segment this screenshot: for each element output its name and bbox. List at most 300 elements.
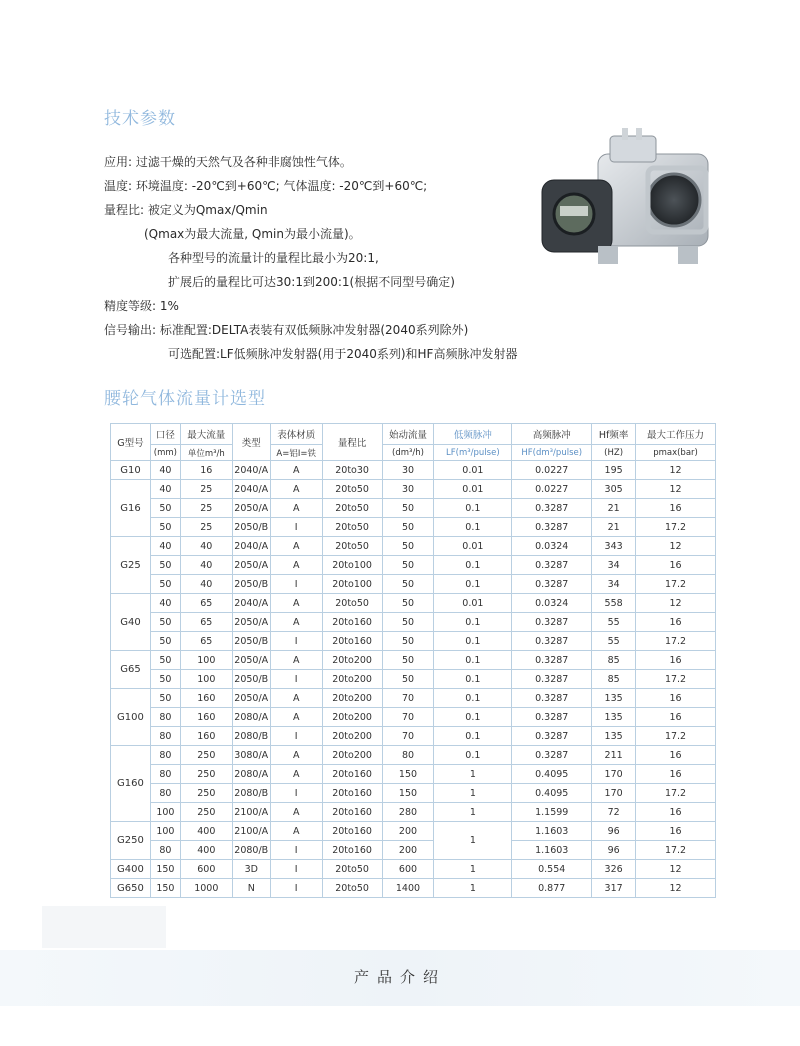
table-cell: 2050/B [232, 632, 270, 651]
table-cell: 0.1 [434, 708, 512, 727]
table-cell: 20to50 [322, 537, 382, 556]
table-cell: 80 [150, 765, 180, 784]
table-cell: 1000 [180, 879, 232, 898]
table-cell: 50 [382, 670, 434, 689]
tech-params-list [104, 150, 544, 366]
gas-meter-photo [538, 128, 720, 274]
table-cell: 40 [150, 537, 180, 556]
table-cell: 85 [592, 651, 636, 670]
table-cell: 80 [150, 841, 180, 860]
table-cell: 20to160 [322, 613, 382, 632]
table-cell: 12 [636, 480, 716, 499]
table-cell: 20to50 [322, 499, 382, 518]
table-cell: 50 [382, 613, 434, 632]
table-cell: 34 [592, 556, 636, 575]
table-cell: 0.01 [434, 461, 512, 480]
table-subheader-row [111, 445, 716, 461]
table-cell: 2080/A [232, 765, 270, 784]
table-cell: 0.1 [434, 632, 512, 651]
table-cell: 0.3287 [512, 727, 592, 746]
table-cell: 16 [636, 746, 716, 765]
spec-line: 应用: 过滤干燥的天然气及各种非腐蚀性气体。 [104, 155, 352, 169]
table-cell: 1 [434, 860, 512, 879]
table-cell: A [270, 689, 322, 708]
table-cell: 80 [150, 746, 180, 765]
table-cell: 160 [180, 689, 232, 708]
model-cell: G40 [111, 594, 151, 651]
table-cell: 20to160 [322, 784, 382, 803]
table-cell: A [270, 594, 322, 613]
table-cell: 12 [636, 461, 716, 480]
table-cell: 20to160 [322, 803, 382, 822]
table-cell: I [270, 518, 322, 537]
table-cell: 0.1 [434, 746, 512, 765]
table-cell: 50 [382, 594, 434, 613]
table-cell: 20to50 [322, 594, 382, 613]
table-cell: 1400 [382, 879, 434, 898]
table-cell: 250 [180, 746, 232, 765]
table-cell: 20to160 [322, 841, 382, 860]
table-cell: 3080/A [232, 746, 270, 765]
table-cell: 135 [592, 689, 636, 708]
table-cell: 16 [636, 803, 716, 822]
table-cell: A [270, 537, 322, 556]
table-cell: 40 [180, 556, 232, 575]
table-cell: 17.2 [636, 575, 716, 594]
table-cell: 250 [180, 784, 232, 803]
table-cell: I [270, 670, 322, 689]
model-cell: G650 [111, 879, 151, 898]
table-cell: 211 [592, 746, 636, 765]
table-cell: 2100/A [232, 803, 270, 822]
table-cell: 0.3287 [512, 632, 592, 651]
table-cell: 16 [636, 556, 716, 575]
table-cell: 0.1 [434, 651, 512, 670]
table-cell: 150 [382, 765, 434, 784]
table-cell: 0.3287 [512, 575, 592, 594]
table-cell: 50 [382, 556, 434, 575]
table-row [111, 670, 716, 689]
table-cell: 150 [150, 879, 180, 898]
table-row [111, 537, 716, 556]
table-cell: 400 [180, 822, 232, 841]
table-cell: 80 [382, 746, 434, 765]
header-cell: 低频脉冲 [434, 424, 512, 445]
table-cell: 65 [180, 594, 232, 613]
table-cell: 2050/B [232, 575, 270, 594]
spec-line: 温度: 环境温度: -20℃到+60℃; 气体温度: -20℃到+60℃; [104, 179, 428, 193]
model-cell: G250 [111, 822, 151, 860]
table-cell: 200 [382, 822, 434, 841]
table-cell: 0.1 [434, 689, 512, 708]
table-cell: 16 [180, 461, 232, 480]
table-cell: I [270, 575, 322, 594]
table-cell: 0.1 [434, 556, 512, 575]
table-cell: 65 [180, 613, 232, 632]
table-cell: A [270, 803, 322, 822]
table-cell: 20to160 [322, 765, 382, 784]
table-cell: 85 [592, 670, 636, 689]
table-cell: 20to50 [322, 480, 382, 499]
table-cell: I [270, 841, 322, 860]
table-cell: 170 [592, 784, 636, 803]
header-cell: 量程比 [322, 424, 382, 461]
table-cell: 20to160 [322, 632, 382, 651]
table-cell: A [270, 461, 322, 480]
table-cell: 0.1 [434, 727, 512, 746]
table-cell: 16 [636, 689, 716, 708]
header-cell: 始动流量 [382, 424, 434, 445]
table-cell: 0.3287 [512, 746, 592, 765]
table-cell: 0.3287 [512, 670, 592, 689]
table-row [111, 879, 716, 898]
table-row [111, 575, 716, 594]
table-cell: 2050/A [232, 651, 270, 670]
table-cell: 2100/A [232, 822, 270, 841]
table-row [111, 803, 716, 822]
table-cell: 250 [180, 803, 232, 822]
table-cell: 30 [382, 480, 434, 499]
table-cell: A [270, 746, 322, 765]
spec-line: 各种型号的流量计的量程比最小为20:1, [168, 251, 379, 265]
table-cell: 25 [180, 480, 232, 499]
table-row [111, 822, 716, 841]
table-cell: 50 [150, 499, 180, 518]
table-cell: 0.0324 [512, 594, 592, 613]
table-cell: 0.3287 [512, 518, 592, 537]
subheader-cell: (HZ) [592, 445, 636, 461]
subheader-cell: HF(dm³/pulse) [512, 445, 592, 461]
table-cell: 600 [180, 860, 232, 879]
table-cell: 50 [150, 518, 180, 537]
table-cell: 400 [180, 841, 232, 860]
table-cell: 72 [592, 803, 636, 822]
table-cell: 16 [636, 651, 716, 670]
table-cell: 50 [382, 537, 434, 556]
subheader-cell: A=铝I=铁 [270, 445, 322, 461]
table-cell: A [270, 822, 322, 841]
table-cell: 80 [150, 708, 180, 727]
table-cell: 0.0227 [512, 480, 592, 499]
table-body [111, 461, 716, 898]
table-cell: 0.3287 [512, 556, 592, 575]
table-cell: 20to200 [322, 670, 382, 689]
model-cell: G25 [111, 537, 151, 594]
table-cell: 600 [382, 860, 434, 879]
table-cell: 50 [150, 613, 180, 632]
spec-line: 扩展后的量程比可达30:1到200:1(根据不同型号确定) [168, 275, 455, 289]
table-cell: N [232, 879, 270, 898]
table-cell: 100 [150, 803, 180, 822]
table-cell: 0.0324 [512, 537, 592, 556]
selection-title: 腰轮气体流量计选型 [104, 389, 266, 409]
table-cell: 0.3287 [512, 613, 592, 632]
table-cell: 160 [180, 708, 232, 727]
spec-line: 可选配置:LF低频脉冲发射器(用于2040系列)和HF高频脉冲发射器 [168, 347, 518, 361]
table-header-row [111, 424, 716, 445]
table-cell: 50 [382, 518, 434, 537]
table-cell: 96 [592, 822, 636, 841]
table-cell: 100 [150, 822, 180, 841]
table-cell: 2080/B [232, 841, 270, 860]
table-cell: 0.3287 [512, 689, 592, 708]
table-cell: 30 [382, 461, 434, 480]
table-cell: 2040/A [232, 480, 270, 499]
table-cell: 1 [434, 879, 512, 898]
table-cell: 20to50 [322, 518, 382, 537]
table-cell: 96 [592, 841, 636, 860]
table-cell: 343 [592, 537, 636, 556]
table-cell: 100 [180, 670, 232, 689]
table-row [111, 784, 716, 803]
table-cell: 20to200 [322, 708, 382, 727]
subheader-cell: (dm³/h) [382, 445, 434, 461]
table-row [111, 480, 716, 499]
table-row [111, 461, 716, 480]
table-cell: 70 [382, 689, 434, 708]
table-row [111, 632, 716, 651]
table-cell: 135 [592, 708, 636, 727]
table-cell: 17.2 [636, 518, 716, 537]
table-cell: 17.2 [636, 841, 716, 860]
table-cell: 50 [382, 499, 434, 518]
table-cell: 16 [636, 613, 716, 632]
table-cell: 25 [180, 518, 232, 537]
table-cell: 0.1 [434, 670, 512, 689]
table-row [111, 499, 716, 518]
table-cell: 20to200 [322, 727, 382, 746]
table-cell: 280 [382, 803, 434, 822]
table-cell: I [270, 784, 322, 803]
table-row [111, 689, 716, 708]
table-row [111, 727, 716, 746]
table-cell: 2050/A [232, 613, 270, 632]
table-cell: 50 [150, 689, 180, 708]
table-cell: A [270, 499, 322, 518]
header-cell: 口径 [150, 424, 180, 445]
table-cell: 50 [150, 632, 180, 651]
table-row [111, 613, 716, 632]
header-cell: G型号 [111, 424, 151, 461]
table-cell: 12 [636, 860, 716, 879]
header-cell: 表体材质 [270, 424, 322, 445]
model-cell: G160 [111, 746, 151, 822]
table-cell: 50 [150, 651, 180, 670]
table-cell: 50 [382, 575, 434, 594]
table-cell: 2050/A [232, 689, 270, 708]
table-row [111, 651, 716, 670]
table-cell: I [270, 879, 322, 898]
table-cell: 0.1 [434, 575, 512, 594]
table-cell: I [270, 860, 322, 879]
table-cell: 1 [434, 765, 512, 784]
table-cell: 65 [180, 632, 232, 651]
table-cell: 0.3287 [512, 499, 592, 518]
table-row [111, 708, 716, 727]
table-cell: 170 [592, 765, 636, 784]
header-cell: 高频脉冲 [512, 424, 592, 445]
table-cell: 70 [382, 727, 434, 746]
table-cell: 80 [150, 784, 180, 803]
table-cell: 2080/B [232, 784, 270, 803]
table-cell: 0.3287 [512, 651, 592, 670]
table-cell: 20to50 [322, 879, 382, 898]
table-cell: 16 [636, 708, 716, 727]
subheader-cell: 单位m³/h [180, 445, 232, 461]
table-cell: 20to50 [322, 860, 382, 879]
subheader-cell: (mm) [150, 445, 180, 461]
table-cell: 1.1603 [512, 841, 592, 860]
table-cell: 2080/A [232, 708, 270, 727]
table-cell: 2050/B [232, 670, 270, 689]
model-cell: G16 [111, 480, 151, 537]
table-cell: 25 [180, 499, 232, 518]
spec-line: 量程比: 被定义为Qmax/Qmin [104, 203, 268, 217]
table-cell: 2040/A [232, 537, 270, 556]
subheader-cell: pmax(bar) [636, 445, 716, 461]
model-cell: G10 [111, 461, 151, 480]
table-cell: 2050/A [232, 499, 270, 518]
table-cell: 150 [150, 860, 180, 879]
table-row [111, 594, 716, 613]
table-cell: 0.01 [434, 537, 512, 556]
table-cell: 17.2 [636, 670, 716, 689]
table-cell: 150 [382, 784, 434, 803]
table-cell: 12 [636, 594, 716, 613]
table-cell: 70 [382, 708, 434, 727]
table-cell: 12 [636, 879, 716, 898]
table-cell: 1.1603 [512, 822, 592, 841]
table-cell: A [270, 556, 322, 575]
table-cell: 2040/A [232, 461, 270, 480]
table-cell: 16 [636, 765, 716, 784]
table-cell: 50 [150, 575, 180, 594]
table-cell: 16 [636, 822, 716, 841]
table-cell: 20to200 [322, 689, 382, 708]
table-cell: 2050/B [232, 518, 270, 537]
table-cell: 0.4095 [512, 765, 592, 784]
table-cell: 55 [592, 613, 636, 632]
table-cell: 50 [150, 556, 180, 575]
table-cell: 16 [636, 499, 716, 518]
table-cell: 200 [382, 841, 434, 860]
table-cell: 20to200 [322, 746, 382, 765]
table-cell: 1.1599 [512, 803, 592, 822]
table-cell: 20to100 [322, 575, 382, 594]
table-cell: 40 [180, 537, 232, 556]
table-cell: 305 [592, 480, 636, 499]
table-cell: 0.1 [434, 499, 512, 518]
table-cell: 21 [592, 518, 636, 537]
table-row [111, 765, 716, 784]
table-cell: 20to160 [322, 822, 382, 841]
table-cell: 34 [592, 575, 636, 594]
table-cell: A [270, 708, 322, 727]
table-cell: 135 [592, 727, 636, 746]
table-cell: 0.01 [434, 594, 512, 613]
table-cell: I [270, 727, 322, 746]
table-cell: 50 [150, 670, 180, 689]
table-cell: 0.0227 [512, 461, 592, 480]
table-cell: 0.1 [434, 518, 512, 537]
header-cell: Hf频率 [592, 424, 636, 445]
table-cell: 2050/A [232, 556, 270, 575]
table-cell: 50 [382, 632, 434, 651]
spec-line: 精度等级: 1% [104, 299, 179, 313]
table-row [111, 860, 716, 879]
table-cell: A [270, 613, 322, 632]
model-cell: G65 [111, 651, 151, 689]
table-cell: A [270, 480, 322, 499]
table-cell: 1 [434, 822, 512, 860]
table-cell: 160 [180, 727, 232, 746]
table-row [111, 746, 716, 765]
header-cell: 最大工作压力 [636, 424, 716, 445]
table-cell: 0.1 [434, 613, 512, 632]
table-cell: 1 [434, 784, 512, 803]
table-cell: 0.01 [434, 480, 512, 499]
table-cell: 17.2 [636, 784, 716, 803]
footer-label: 产品介绍 [353, 968, 446, 986]
selection-table [110, 423, 716, 898]
spec-line: (Qmax为最大流量, Qmin为最小流量)。 [144, 227, 361, 241]
table-cell: 12 [636, 537, 716, 556]
table-cell: I [270, 632, 322, 651]
subheader-cell: LF(m³/pulse) [434, 445, 512, 461]
table-cell: 2040/A [232, 594, 270, 613]
table-cell: 317 [592, 879, 636, 898]
table-cell: 40 [180, 575, 232, 594]
model-cell: G100 [111, 689, 151, 746]
table-cell: 195 [592, 461, 636, 480]
scan-smudge [42, 906, 166, 948]
table-cell: 17.2 [636, 727, 716, 746]
table-cell: 40 [150, 480, 180, 499]
table-cell: 250 [180, 765, 232, 784]
table-cell: 0.877 [512, 879, 592, 898]
table-cell: 1 [434, 803, 512, 822]
table-cell: 558 [592, 594, 636, 613]
table-cell: 0.3287 [512, 708, 592, 727]
table-cell: 17.2 [636, 632, 716, 651]
table-cell: 20to200 [322, 651, 382, 670]
table-cell: 326 [592, 860, 636, 879]
table-cell: 0.554 [512, 860, 592, 879]
table-cell: 80 [150, 727, 180, 746]
table-cell: 3D [232, 860, 270, 879]
table-cell: A [270, 651, 322, 670]
table-row [111, 841, 716, 860]
table-cell: 20to30 [322, 461, 382, 480]
table-cell: 2080/B [232, 727, 270, 746]
header-cell: 类型 [232, 424, 270, 461]
tech-params-title: 技术参数 [104, 109, 176, 129]
table-cell: 0.4095 [512, 784, 592, 803]
spec-line: 信号输出: 标准配置:DELTA表装有双低频脉冲发射器(2040系列除外) [104, 323, 469, 337]
table-cell: A [270, 765, 322, 784]
table-row [111, 518, 716, 537]
table-cell: 55 [592, 632, 636, 651]
header-cell: 最大流量 [180, 424, 232, 445]
table-cell: 100 [180, 651, 232, 670]
table-cell: 40 [150, 461, 180, 480]
model-cell: G400 [111, 860, 151, 879]
table-cell: 20to100 [322, 556, 382, 575]
table-cell: 50 [382, 651, 434, 670]
table-row [111, 556, 716, 575]
table-cell: 40 [150, 594, 180, 613]
table-cell: 21 [592, 499, 636, 518]
